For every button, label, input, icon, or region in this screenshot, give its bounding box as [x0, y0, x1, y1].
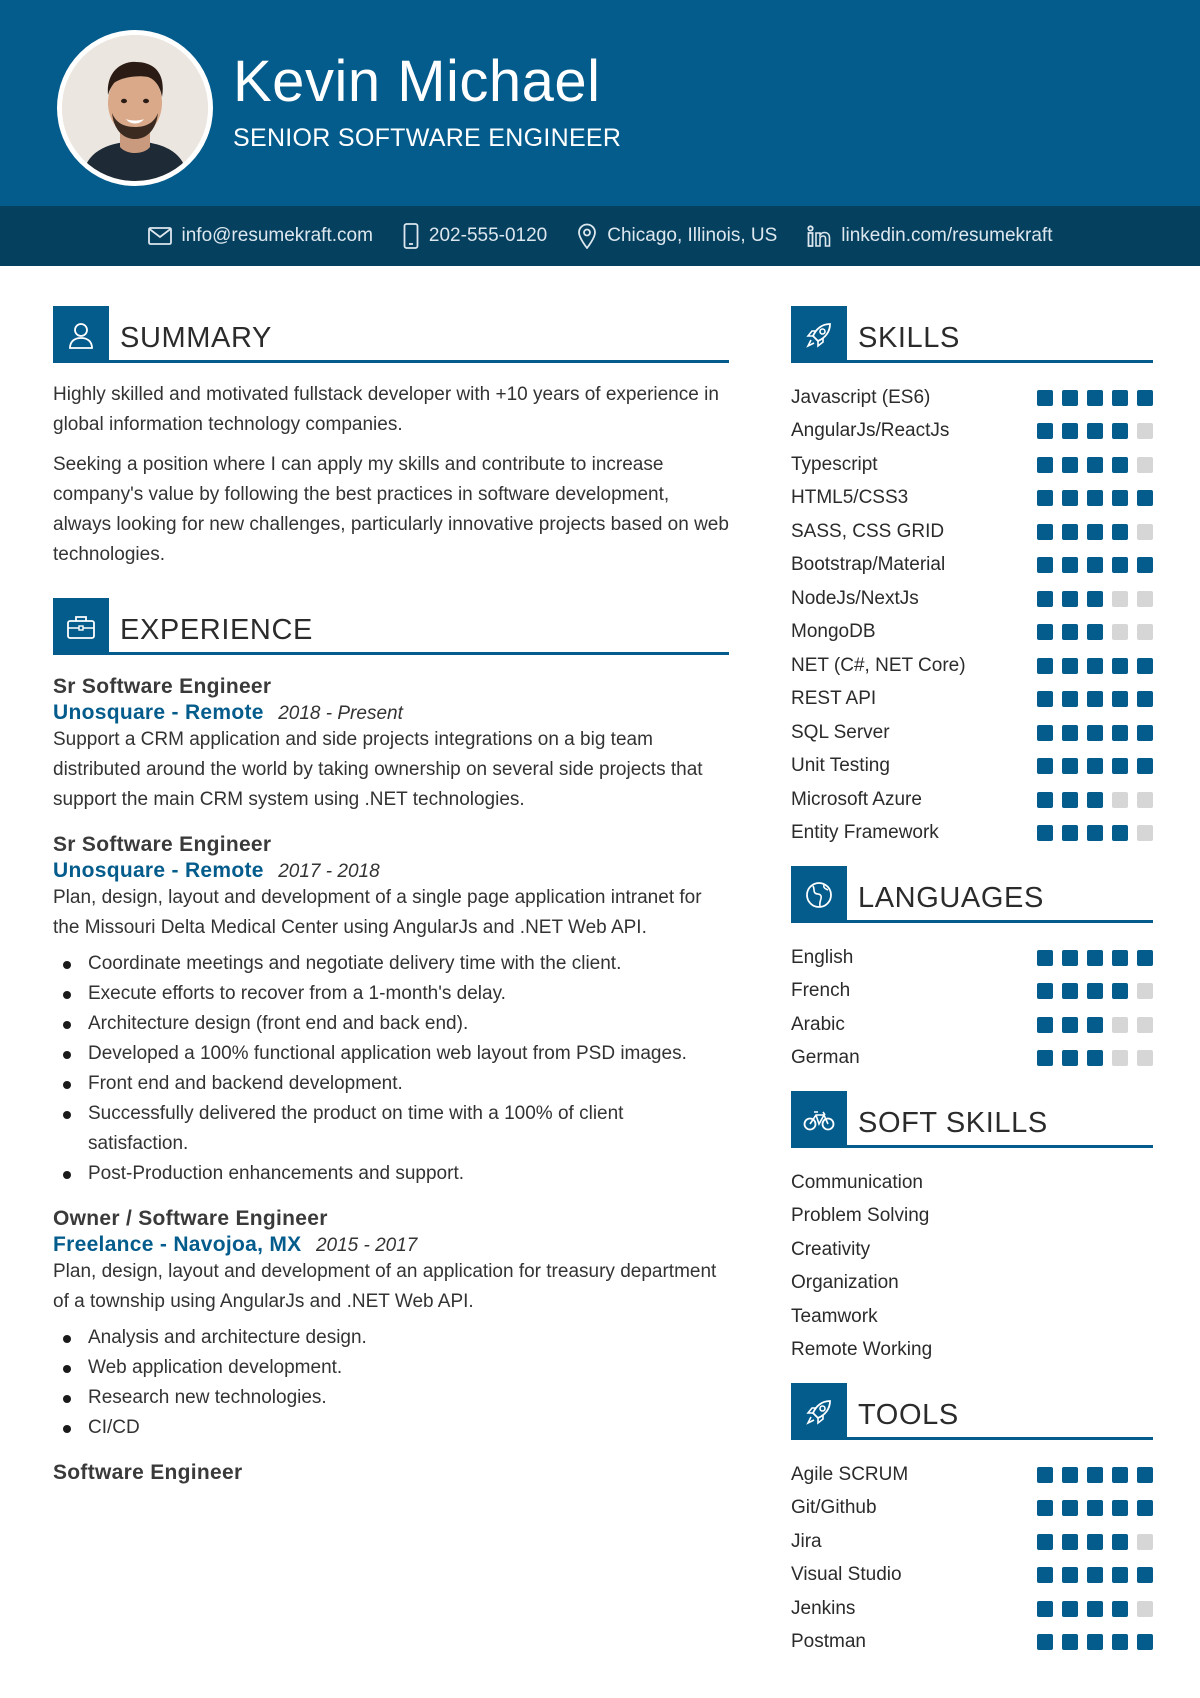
rating-dot-filled — [1062, 524, 1078, 540]
skill-item — [791, 649, 1153, 683]
rating-dot-filled — [1062, 1534, 1078, 1550]
rating-dot-filled — [1087, 557, 1103, 573]
rating-dot-filled — [1112, 825, 1128, 841]
rating-dots — [1037, 624, 1153, 640]
rating-dot-filled — [1112, 1534, 1128, 1550]
rating-dot-filled — [1137, 950, 1153, 966]
rating-dot-filled — [1037, 591, 1053, 607]
skill-label: REST API — [791, 688, 877, 710]
rating-dots — [1037, 457, 1153, 473]
rocket-icon — [791, 306, 847, 363]
rating-dot-filled — [1037, 1500, 1053, 1516]
rating-dot-filled — [1037, 524, 1053, 540]
rating-dot-filled — [1137, 1634, 1153, 1650]
profile-photo — [57, 30, 213, 186]
rating-dot-empty — [1137, 825, 1153, 841]
rating-dot-filled — [1062, 624, 1078, 640]
rating-dots — [1037, 1500, 1153, 1516]
rating-dots — [1037, 524, 1153, 540]
skill-label: Entity Framework — [791, 822, 939, 844]
rating-dots — [1037, 950, 1153, 966]
soft-skills-section-header — [791, 1091, 1153, 1148]
rating-dot-filled — [1112, 457, 1128, 473]
languages-heading: LANGUAGES — [858, 882, 1044, 914]
tool-label: Git/Github — [791, 1497, 877, 1519]
soft-skill-item — [791, 1334, 1153, 1368]
resume-header — [0, 0, 1200, 206]
rating-dot-filled — [1112, 983, 1128, 999]
job-bullet: Successfully delivered the product on time with a 100% of client satisfaction. — [53, 1099, 729, 1159]
job-description: Support a CRM application and side projects integrations on a big team distributed around the world by taking ownership on several side projects that support the main CRM system using .NET technologies. — [53, 729, 703, 810]
skill-label: Bootstrap/Material — [791, 554, 946, 576]
job-company: Freelance - Navojoa, MX — [53, 1233, 302, 1256]
rating-dot-filled — [1087, 792, 1103, 808]
skills-list — [791, 381, 1153, 850]
job-description: Plan, design, layout and development of an application for treasury department of a township using AngularJs and .NET Web API. — [53, 1261, 717, 1312]
language-item — [791, 941, 1153, 975]
rating-dot-filled — [1062, 1500, 1078, 1516]
rating-dot-filled — [1037, 1050, 1053, 1066]
rating-dots — [1037, 1467, 1153, 1483]
skill-item — [791, 448, 1153, 482]
job-entry — [53, 1207, 729, 1443]
soft-skills-heading: SOFT SKILLS — [858, 1107, 1048, 1139]
rating-dot-filled — [1112, 1567, 1128, 1583]
rating-dot-filled — [1112, 1500, 1128, 1516]
rating-dot-filled — [1112, 390, 1128, 406]
skill-label: Typescript — [791, 453, 878, 475]
rating-dot-filled — [1037, 1467, 1053, 1483]
rating-dots — [1037, 1567, 1153, 1583]
skill-item — [791, 817, 1153, 851]
rocket-icon — [791, 1383, 847, 1440]
skill-item — [791, 750, 1153, 784]
rating-dot-filled — [1112, 758, 1128, 774]
rating-dot-empty — [1137, 624, 1153, 640]
summary-paragraph: Seeking a position where I can apply my skills and contribute to increase company's value by following the best practices in software development, always looking for new challenges, particularly innovative projects based on web technologies. — [53, 454, 729, 565]
experience-heading: EXPERIENCE — [120, 614, 313, 646]
job-bullet: Front end and backend development. — [53, 1069, 729, 1099]
job-entry — [53, 675, 729, 815]
rating-dot-filled — [1062, 423, 1078, 439]
rating-dot-filled — [1037, 658, 1053, 674]
job-description: Plan, design, layout and development of a single page application intranet for the Missouri Delta Medical Center using AngularJs and .NET Web API. — [53, 887, 702, 938]
rating-dot-filled — [1037, 950, 1053, 966]
skill-item — [791, 616, 1153, 650]
skills-section-header — [791, 306, 1153, 363]
tool-label: Agile SCRUM — [791, 1463, 909, 1485]
phone-icon — [403, 223, 419, 249]
rating-dot-filled — [1112, 1601, 1128, 1617]
rating-dots — [1037, 490, 1153, 506]
rating-dot-filled — [1062, 950, 1078, 966]
contact-linkedin-text: linkedin.com/resumekraft — [841, 225, 1053, 246]
tools-section-header — [791, 1383, 1153, 1440]
languages-list — [791, 941, 1153, 1075]
rating-dot-filled — [1137, 490, 1153, 506]
rating-dot-filled — [1112, 658, 1128, 674]
rating-dot-filled — [1087, 1634, 1103, 1650]
contact-email[interactable] — [148, 225, 373, 247]
rating-dot-empty — [1137, 457, 1153, 473]
skill-item — [791, 783, 1153, 817]
rating-dots — [1037, 1534, 1153, 1550]
rating-dot-filled — [1137, 758, 1153, 774]
job-entry — [53, 1461, 729, 1485]
soft-skill-label: Teamwork — [791, 1305, 878, 1327]
rating-dot-filled — [1062, 390, 1078, 406]
soft-skill-item — [791, 1200, 1153, 1234]
rating-dot-empty — [1112, 624, 1128, 640]
skill-label: SASS, CSS GRID — [791, 520, 945, 542]
rating-dots — [1037, 691, 1153, 707]
language-item — [791, 1042, 1153, 1076]
skill-item — [791, 582, 1153, 616]
rating-dot-empty — [1137, 1017, 1153, 1033]
skill-label: Javascript (ES6) — [791, 386, 931, 408]
rating-dot-filled — [1087, 490, 1103, 506]
skill-item — [791, 381, 1153, 415]
contact-email-text: info@resumekraft.com — [181, 225, 373, 246]
tool-item — [791, 1525, 1153, 1559]
skill-label: NET (C#, NET Core) — [791, 654, 966, 676]
skill-item — [791, 482, 1153, 516]
rating-dot-filled — [1037, 1534, 1053, 1550]
skill-item — [791, 515, 1153, 549]
rating-dot-filled — [1112, 423, 1128, 439]
rating-dot-filled — [1037, 983, 1053, 999]
job-company: Unosquare - Remote — [53, 701, 264, 724]
contact-bar — [0, 206, 1200, 266]
language-label: French — [791, 980, 851, 1002]
rating-dots — [1037, 725, 1153, 741]
language-item — [791, 975, 1153, 1009]
bicycle-icon — [791, 1091, 847, 1148]
skill-label: SQL Server — [791, 721, 890, 743]
rating-dot-filled — [1112, 725, 1128, 741]
rating-dot-empty — [1137, 792, 1153, 808]
user-icon — [53, 306, 109, 363]
rating-dot-filled — [1087, 1467, 1103, 1483]
experience-section-header — [53, 598, 729, 655]
rating-dot-filled — [1037, 423, 1053, 439]
rating-dot-empty — [1112, 1050, 1128, 1066]
skill-label: HTML5/CSS3 — [791, 487, 909, 509]
soft-skill-item — [791, 1267, 1153, 1301]
rating-dot-filled — [1112, 490, 1128, 506]
rating-dot-filled — [1037, 1567, 1053, 1583]
contact-location-text: Chicago, Illinois, US — [607, 225, 778, 246]
job-bullet: CI/CD — [53, 1413, 729, 1443]
rating-dot-filled — [1037, 624, 1053, 640]
tool-label: Jira — [791, 1530, 822, 1552]
rating-dot-filled — [1037, 1017, 1053, 1033]
skills-heading: SKILLS — [858, 322, 960, 354]
job-dates: 2018 - Present — [278, 703, 403, 724]
tools-heading: TOOLS — [858, 1399, 959, 1431]
rating-dot-filled — [1112, 950, 1128, 966]
job-bullet: Developed a 100% functional application web layout from PSD images. — [53, 1039, 729, 1069]
rating-dots — [1037, 1601, 1153, 1617]
rating-dot-filled — [1137, 1500, 1153, 1516]
language-label: Arabic — [791, 1013, 845, 1035]
rating-dot-filled — [1062, 490, 1078, 506]
rating-dot-filled — [1037, 390, 1053, 406]
rating-dots — [1037, 591, 1153, 607]
rating-dot-filled — [1062, 1017, 1078, 1033]
rating-dot-filled — [1087, 658, 1103, 674]
skill-item — [791, 683, 1153, 717]
rating-dot-filled — [1037, 825, 1053, 841]
rating-dot-filled — [1037, 758, 1053, 774]
summary-section-header — [53, 306, 729, 363]
job-entry — [53, 833, 729, 1189]
candidate-name: Kevin Michael — [233, 49, 601, 114]
profile-photo-illustration — [62, 35, 208, 181]
job-bullets — [53, 949, 729, 1189]
soft-skill-label: Communication — [791, 1171, 923, 1193]
rating-dot-filled — [1137, 725, 1153, 741]
rating-dots — [1037, 1050, 1153, 1066]
rating-dot-filled — [1037, 490, 1053, 506]
job-company: Unosquare - Remote — [53, 859, 264, 882]
rating-dot-filled — [1037, 1601, 1053, 1617]
job-title: Owner / Software Engineer — [53, 1207, 328, 1230]
rating-dot-filled — [1037, 691, 1053, 707]
rating-dot-empty — [1112, 591, 1128, 607]
skill-label: AngularJs/ReactJs — [791, 420, 950, 442]
tool-item — [791, 1492, 1153, 1526]
rating-dot-filled — [1087, 950, 1103, 966]
rating-dot-filled — [1087, 691, 1103, 707]
rating-dot-filled — [1062, 758, 1078, 774]
location-pin-icon — [577, 223, 597, 249]
rating-dot-filled — [1087, 423, 1103, 439]
tool-label: Postman — [791, 1631, 866, 1653]
contact-location — [577, 223, 777, 249]
soft-skill-item — [791, 1166, 1153, 1200]
email-icon — [148, 227, 172, 245]
linkedin-icon — [807, 225, 831, 247]
contact-phone[interactable] — [403, 223, 547, 249]
soft-skill-item — [791, 1233, 1153, 1267]
rating-dot-filled — [1062, 691, 1078, 707]
soft-skill-label: Problem Solving — [791, 1205, 930, 1227]
rating-dot-filled — [1062, 457, 1078, 473]
rating-dot-empty — [1137, 524, 1153, 540]
rating-dot-filled — [1112, 1634, 1128, 1650]
job-bullet: Execute efforts to recover from a 1-month's delay. — [53, 979, 729, 1009]
rating-dots — [1037, 557, 1153, 573]
job-title: Sr Software Engineer — [53, 675, 272, 698]
rating-dot-filled — [1062, 557, 1078, 573]
skill-label: MongoDB — [791, 621, 876, 643]
rating-dot-filled — [1062, 825, 1078, 841]
rating-dot-filled — [1062, 1634, 1078, 1650]
rating-dot-filled — [1112, 1467, 1128, 1483]
rating-dot-filled — [1112, 557, 1128, 573]
rating-dot-filled — [1062, 725, 1078, 741]
rating-dot-filled — [1087, 1534, 1103, 1550]
summary-heading: SUMMARY — [120, 322, 272, 354]
tool-item — [791, 1559, 1153, 1593]
soft-skill-label: Creativity — [791, 1238, 871, 1260]
rating-dots — [1037, 792, 1153, 808]
rating-dot-filled — [1087, 591, 1103, 607]
globe-icon — [791, 866, 847, 923]
skill-item — [791, 716, 1153, 750]
job-title: Software Engineer — [53, 1461, 243, 1484]
job-title: Sr Software Engineer — [53, 833, 272, 856]
soft-skill-label: Organization — [791, 1272, 899, 1294]
rating-dot-empty — [1137, 1601, 1153, 1617]
rating-dot-filled — [1087, 624, 1103, 640]
rating-dot-empty — [1137, 1534, 1153, 1550]
rating-dots — [1037, 658, 1153, 674]
rating-dot-filled — [1087, 1017, 1103, 1033]
rating-dot-filled — [1112, 524, 1128, 540]
rating-dot-filled — [1112, 691, 1128, 707]
soft-skill-label: Remote Working — [791, 1339, 933, 1361]
job-bullet: Architecture design (front end and back end). — [53, 1009, 729, 1039]
job-bullets — [53, 1323, 729, 1443]
rating-dot-empty — [1112, 1017, 1128, 1033]
rating-dot-filled — [1037, 457, 1053, 473]
rating-dot-filled — [1087, 390, 1103, 406]
rating-dots — [1037, 1017, 1153, 1033]
language-label: German — [791, 1047, 860, 1069]
rating-dots — [1037, 758, 1153, 774]
rating-dot-filled — [1087, 1601, 1103, 1617]
rating-dots — [1037, 825, 1153, 841]
tool-item — [791, 1592, 1153, 1626]
rating-dot-filled — [1062, 1050, 1078, 1066]
rating-dot-filled — [1037, 725, 1053, 741]
tool-label: Visual Studio — [791, 1564, 902, 1586]
rating-dot-filled — [1062, 1601, 1078, 1617]
rating-dots — [1037, 1634, 1153, 1650]
job-bullet: Web application development. — [53, 1353, 729, 1383]
soft-skill-item — [791, 1300, 1153, 1334]
rating-dot-filled — [1137, 691, 1153, 707]
job-bullet: Research new technologies. — [53, 1383, 729, 1413]
rating-dot-filled — [1037, 557, 1053, 573]
right-column — [791, 306, 1153, 1659]
job-dates: 2015 - 2017 — [315, 1235, 418, 1256]
rating-dot-filled — [1062, 658, 1078, 674]
skill-label: NodeJs/NextJs — [791, 587, 919, 609]
rating-dot-filled — [1037, 792, 1053, 808]
contact-linkedin[interactable] — [807, 225, 1052, 247]
skill-item — [791, 549, 1153, 583]
rating-dot-filled — [1087, 725, 1103, 741]
rating-dot-filled — [1087, 825, 1103, 841]
skill-label: Unit Testing — [791, 755, 890, 777]
language-item — [791, 1008, 1153, 1042]
rating-dot-filled — [1137, 390, 1153, 406]
job-bullet: Post-Production enhancements and support. — [53, 1159, 729, 1189]
rating-dots — [1037, 423, 1153, 439]
rating-dots — [1037, 983, 1153, 999]
skill-item — [791, 415, 1153, 449]
rating-dot-empty — [1137, 1050, 1153, 1066]
candidate-title: SENIOR SOFTWARE ENGINEER — [233, 124, 622, 152]
rating-dot-empty — [1112, 792, 1128, 808]
tool-label: Jenkins — [791, 1597, 856, 1619]
rating-dot-filled — [1087, 457, 1103, 473]
tool-item — [791, 1458, 1153, 1492]
job-dates: 2017 - 2018 — [278, 861, 380, 882]
rating-dot-filled — [1062, 1467, 1078, 1483]
job-bullet: Coordinate meetings and negotiate delivery time with the client. — [53, 949, 729, 979]
rating-dot-filled — [1062, 983, 1078, 999]
soft-skills-list — [791, 1166, 1153, 1367]
rating-dots — [1037, 390, 1153, 406]
language-label: English — [791, 946, 854, 968]
summary-paragraph: Highly skilled and motivated fullstack developer with +10 years of experience in global information technology companies. — [53, 384, 719, 435]
contact-phone-text: 202-555-0120 — [428, 225, 548, 246]
rating-dot-filled — [1087, 1567, 1103, 1583]
left-column — [53, 306, 729, 1485]
rating-dot-filled — [1137, 557, 1153, 573]
rating-dot-filled — [1087, 524, 1103, 540]
languages-section-header — [791, 866, 1153, 923]
rating-dot-filled — [1137, 1567, 1153, 1583]
rating-dot-filled — [1137, 658, 1153, 674]
rating-dot-filled — [1087, 758, 1103, 774]
rating-dot-filled — [1062, 591, 1078, 607]
tools-list — [791, 1458, 1153, 1659]
rating-dot-filled — [1137, 1467, 1153, 1483]
rating-dot-empty — [1137, 591, 1153, 607]
rating-dot-filled — [1062, 792, 1078, 808]
skill-label: Microsoft Azure — [791, 788, 922, 810]
rating-dot-filled — [1037, 1634, 1053, 1650]
rating-dot-empty — [1137, 423, 1153, 439]
briefcase-icon — [53, 598, 109, 655]
job-bullet: Analysis and architecture design. — [53, 1323, 729, 1353]
tool-item — [791, 1626, 1153, 1660]
rating-dot-empty — [1137, 983, 1153, 999]
rating-dot-filled — [1062, 1567, 1078, 1583]
rating-dot-filled — [1087, 1500, 1103, 1516]
rating-dot-filled — [1087, 1050, 1103, 1066]
rating-dot-filled — [1087, 983, 1103, 999]
